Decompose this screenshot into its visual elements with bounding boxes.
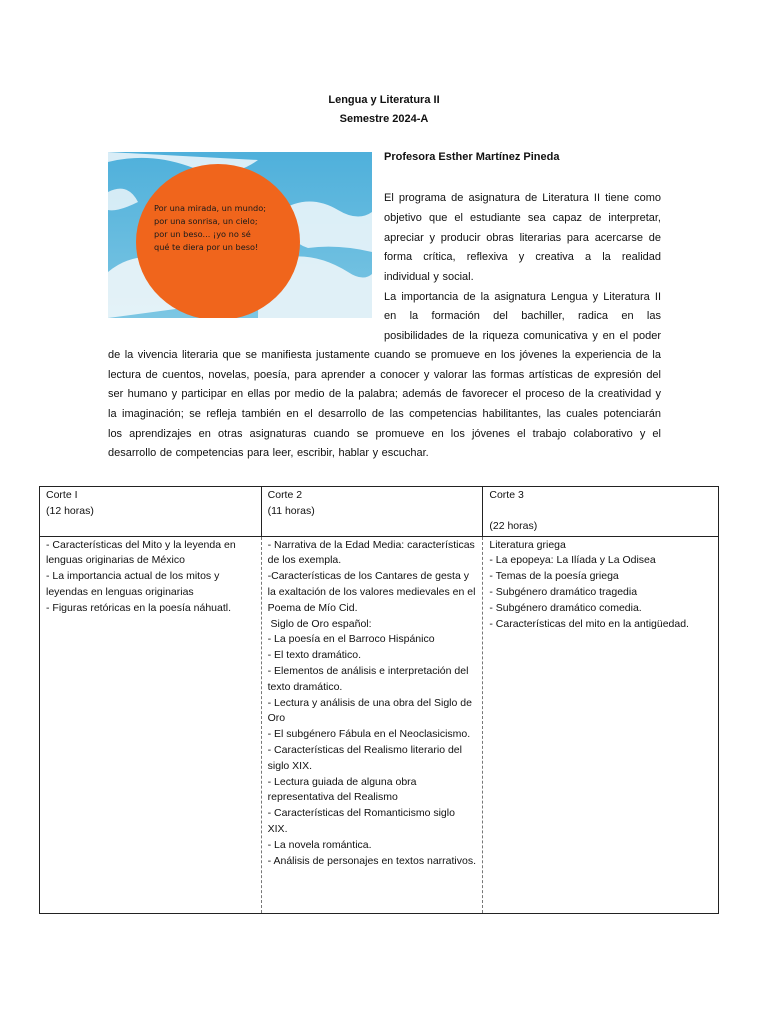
list-item: - Características del Mito y la leyenda en lenguas originarias de México — [46, 538, 236, 567]
list-item: - Elementos de análisis e interpretación del texto dramático. — [267, 664, 469, 693]
intro-line: El programa de asignatura de Literatura II tiene como — [384, 192, 661, 204]
list-item: - Subgénero dramático comedia. — [489, 601, 642, 614]
list-item: - La importancia actual de los mitos y leyendas en lenguas originarias — [46, 570, 220, 598]
quote-line: por una sonrisa, un cielo; — [154, 216, 258, 226]
list-item: - El subgénero Fábula en el Neoclasicismo. — [267, 728, 471, 741]
intro-line: de la vivencia literaria que se manifiesta justamente cuando se promueve en los jóvenes la experiencia de la — [108, 349, 661, 361]
intro-line: los aprendizajes en otras asignaturas cuando se promueve en los jóvenes el trabajo colaborativo y el — [108, 428, 661, 440]
semester-label: Semestre 2024-A — [339, 113, 429, 125]
table-header-row — [40, 487, 719, 537]
header-name: Corte 3 — [489, 489, 524, 501]
quote-line: qué te diera por un beso! — [154, 242, 259, 252]
quote-line: por un beso... ¡yo no sé — [154, 229, 251, 239]
list-item: - La poesía en el Barroco Hispánico — [267, 633, 435, 646]
intro-line: La importancia de la asignatura Lengua y Literatura II — [384, 291, 661, 303]
list-item: Siglo de Oro español: — [267, 617, 372, 630]
intro-line: en la formación del bachiller, radica en las — [384, 310, 661, 322]
intro-line: apreciar y producir obras literarias para acercarse de — [384, 232, 661, 244]
header-name: Corte I — [46, 489, 78, 501]
column-corte-1 — [40, 536, 262, 913]
list-item: - Características del Realismo literario del siglo XIX. — [267, 743, 462, 772]
list-item: - Características del mito en la antigüedad. — [489, 617, 689, 630]
header-corte-3 — [483, 487, 719, 537]
teacher-name: Profesora Esther Martínez Pineda — [384, 151, 560, 163]
quote-line: Por una mirada, un mundo; — [154, 203, 266, 213]
header-hours: (22 horas) — [489, 519, 538, 532]
poem-quote — [154, 202, 299, 254]
list-item: - El texto dramático. — [267, 649, 362, 662]
document-title: Lengua y Literatura II — [328, 94, 440, 106]
list-item: - La epopeya: La Ilíada y La Odisea — [489, 554, 656, 567]
list-item: Literatura griega — [489, 538, 566, 551]
list-item: - Narrativa de la Edad Media: características de los exempla. — [267, 538, 475, 567]
intro-line: forma crítica, reflexiva y creativa a la realidad — [384, 251, 661, 263]
intro-line: individual y social. — [384, 271, 474, 283]
header-hours: (11 horas) — [267, 504, 315, 517]
course-plan-table — [39, 486, 719, 914]
quote-image — [108, 152, 372, 318]
column-corte-3 — [483, 536, 719, 913]
list-item: - Análisis de personajes en textos narrativos. — [267, 854, 476, 867]
intro-line: la imaginación; se refleja también en el desarrollo de las competencias habilitantes, las cuales potenciarán — [108, 408, 661, 420]
intro-line: desarrollo de competencias para leer, escribir, hablar y escuchar. — [108, 447, 429, 459]
list-item: -Características de los Cantares de gesta y la exaltación de los valores medievales en el Poema de Mío Cid. — [267, 570, 476, 614]
intro-line: posibilidades de la riqueza comunicativa y en el poder — [384, 330, 661, 342]
header-hours: (12 horas) — [46, 504, 94, 517]
header-name: Corte 2 — [267, 489, 303, 501]
list-item: - Características del Romanticismo siglo XIX. — [267, 807, 455, 835]
list-item: - Subgénero dramático tragedia — [489, 585, 638, 598]
list-item: - La novela romántica. — [267, 838, 372, 851]
intro-line: lectura de cuentos, novelas, poesía, para aprender a conocer y valorar las formas artísticas de expresión del — [108, 369, 661, 381]
column-corte-2 — [261, 536, 483, 913]
intro-line: objetivo que el estudiante sea capaz de interpretar, — [384, 212, 661, 224]
list-item: - Temas de la poesía griega — [489, 570, 619, 583]
list-item: - Lectura guiada de alguna obra representativa del Realismo — [267, 775, 417, 804]
list-item: - Figuras retóricas en la poesía náhuatl. — [46, 601, 232, 614]
intro-line: ser humano y participar en ellas por medio de la palabra; además de favorecer el proceso de la creatividad y — [108, 388, 661, 400]
header-corte-2 — [261, 487, 483, 537]
header-corte-1 — [40, 487, 262, 537]
list-item: - Lectura y análisis de una obra del Siglo de Oro — [267, 696, 472, 725]
table-row — [40, 536, 719, 913]
